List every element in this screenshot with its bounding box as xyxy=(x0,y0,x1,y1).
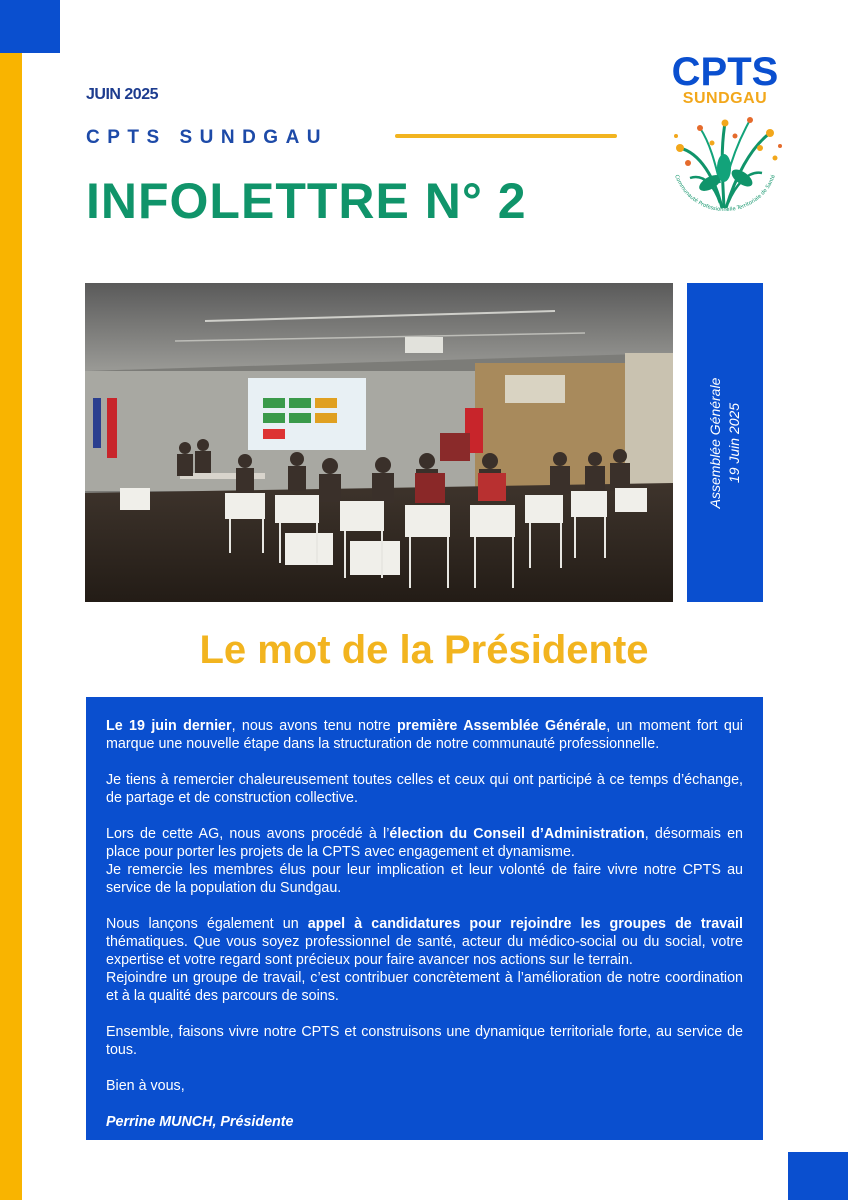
cpts-logo xyxy=(660,50,790,225)
text: , désormais en place pour porter les projets de la CPTS avec engagement et dynamisme. xyxy=(106,826,744,860)
section-heading: Le mot de la Présidente xyxy=(199,628,649,672)
text: , nous avons tenu notre xyxy=(231,718,397,734)
logo-plant-icon xyxy=(660,108,790,223)
event-caption xyxy=(706,377,744,508)
assembly-photo xyxy=(85,283,673,602)
event-name: Assemblée Générale xyxy=(707,377,723,508)
logo-sub-text: SUNDGAU xyxy=(682,90,768,107)
blue-corner-block xyxy=(0,0,60,53)
text: , un moment fort qui marque une nouvelle étape dans la structuration de notre communauté professionnelle. xyxy=(106,718,743,752)
message-paragraph-4 xyxy=(106,915,743,1005)
bold-text: Le 19 juin dernier xyxy=(106,718,232,734)
blue-bottom-corner-block xyxy=(788,1152,848,1200)
message-paragraph-2: Je tiens à remercier chaleureusement toutes celles et ceux qui ont participé à ce temps d’échange, de partage et de construction collective. xyxy=(106,772,743,806)
event-date: 19 Juin 2025 xyxy=(726,402,742,483)
newsletter-title: INFOLETTRE N° 2 xyxy=(86,173,527,229)
org-name: CPTS SUNDGAU xyxy=(86,127,329,148)
bold-text: appel à candidatures pour rejoindre les groupes de travail xyxy=(307,916,743,932)
event-side-band xyxy=(687,283,763,602)
bold-text: première Assemblée Générale xyxy=(396,718,607,734)
yellow-side-strip xyxy=(0,53,22,1200)
logo-main-text: CPTS xyxy=(671,50,779,94)
text: Nous lançons également un xyxy=(106,916,308,932)
decorative-divider xyxy=(395,134,617,138)
logo-ring-text: Communauté Professionnelle Territoriale de Santé xyxy=(673,174,777,214)
issue-date: JUIN 2025 xyxy=(86,86,158,103)
text: Rejoindre un groupe de travail, c’est contribuer concrètement à l’amélioration de notre coordination et à la qualité des parcours de soins. xyxy=(106,970,743,1004)
text: Je remercie les membres élus pour leur implication et leur volonté de faire vivre notre CPTS au service de la population du Sundgau. xyxy=(106,862,743,896)
president-message-box xyxy=(86,697,763,1140)
closing-line: Bien à vous, xyxy=(106,1078,185,1094)
text: Lors de cette AG, nous avons procédé à l’ xyxy=(106,826,390,842)
bold-text: élection du Conseil d’Administration xyxy=(389,826,645,842)
text: thématiques. Que vous soyez professionnel de santé, acteur du médico-social ou du social, votre expertise et votre regard sont précieux pour faire avancer nos actions sur le terrain. xyxy=(106,934,743,968)
signature: Perrine MUNCH, Présidente xyxy=(106,1114,294,1130)
message-paragraph-5: Ensemble, faisons vivre notre CPTS et construisons une dynamique territoriale forte, au service de tous. xyxy=(106,1024,743,1058)
message-paragraph-1 xyxy=(106,717,743,753)
message-paragraph-3 xyxy=(106,825,743,897)
